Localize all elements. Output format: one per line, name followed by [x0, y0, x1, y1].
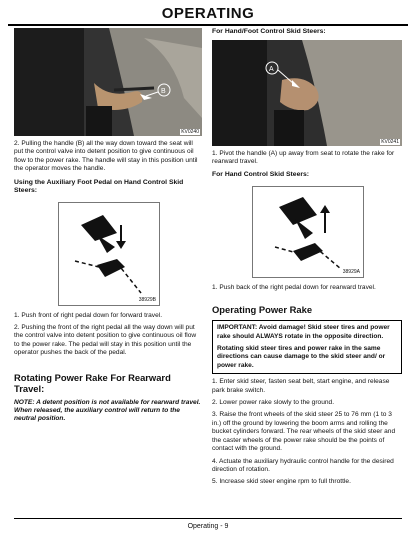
left-column — [14, 28, 202, 424]
operating-step-4: 4. Actuate the auxiliary hydraulic control handle for the desired direction of rotation. — [212, 457, 394, 473]
operator-handle-illustration — [14, 28, 202, 136]
hand-step-1: 1. Push back of the right pedal down for rearward travel. — [212, 283, 376, 291]
operating-power-rake-heading: Operating Power Rake — [212, 304, 313, 316]
operating-step-2: 2. Lower power rake slowly to the ground. — [212, 399, 335, 407]
handle-a-step-1: 1. Pivot the handle (A) up away from seat to rotate the rake for rearward travel. — [212, 149, 395, 165]
important-text-2: Rotating skid steer tires and power rake in the same directions can cause damage to the skid steer and/ or power rake. — [217, 345, 386, 369]
callout-a: A — [269, 65, 274, 73]
foot-pedal-heading: Using the Auxiliary Foot Pedal on Hand Control Skid Steers: — [14, 178, 184, 195]
photo-caption-kv0240: KV0240 — [181, 129, 199, 135]
handle-photo-kv0240 — [14, 28, 202, 136]
foot-step-2: 2. Pushing the front of the right pedal all the way down will put the control valve into detent position to give continuous oil flow to the power rake. The pedal will stay in this position until the operator pushes the back of the pedal. — [14, 324, 197, 357]
hand-pedal-figure-38929a — [252, 186, 364, 278]
callout-b: B — [161, 88, 166, 95]
hand-foot-heading: For Hand/Foot Control Skid Steers: — [212, 28, 326, 35]
operating-step-3: 3. Raise the front wheels of the skid steer 25 to 76 mm (1 to 3 in.) off the ground by lowering the boom arms and rolling the bucket cylinders forward. The rear wheels of the skid steer and the caster wheels of the power rake should be the points of contact with the ground. — [212, 411, 396, 453]
detent-note: NOTE: A detent position is not available for rearward travel. When released, the auxiliary control will return to the neutral position. — [14, 398, 201, 423]
figure-caption-38929b: 38929B — [138, 296, 156, 303]
handle-step-2: 2. Pulling the handle (B) all the way down toward the seat will put the control valve into detent position to give continuous oil flow to the power rake. The handle will stay in this position until the operator moves the handle. — [14, 140, 198, 173]
rotating-heading: Rotating Power Rake For Rearward Travel: — [14, 371, 171, 394]
pedal-rearward-diagram — [253, 187, 363, 277]
page-number: Operating - 9 — [187, 523, 229, 530]
pedal-forward-diagram — [59, 203, 159, 305]
page-title: OPERATING — [161, 5, 255, 22]
page-header — [8, 4, 408, 26]
important-text-1: IMPORTANT: Avoid damage! Skid steer tires and power rake should ALWAYS rotate in the opposite direction. — [217, 324, 390, 340]
foot-step-1: 1. Push front of right pedal down for forward travel. — [14, 311, 163, 319]
foot-pedal-figure-38929b — [58, 202, 160, 306]
operator-handle-a-illustration — [212, 40, 402, 146]
handle-photo-kv0241 — [212, 40, 402, 146]
photo-caption-kv0241: KV0241 — [381, 138, 399, 145]
hand-control-heading: For Hand Control Skid Steers: — [212, 171, 310, 179]
important-box — [212, 320, 402, 374]
right-column — [212, 28, 402, 487]
page-footer — [14, 518, 402, 530]
operating-step-5: 5. Increase skid steer engine rpm to full throttle. — [212, 478, 351, 486]
figure-caption-38929a: 38929A — [342, 268, 360, 275]
operating-step-1: 1. Enter skid steer, fasten seat belt, start engine, and release park brake switch. — [212, 378, 390, 394]
